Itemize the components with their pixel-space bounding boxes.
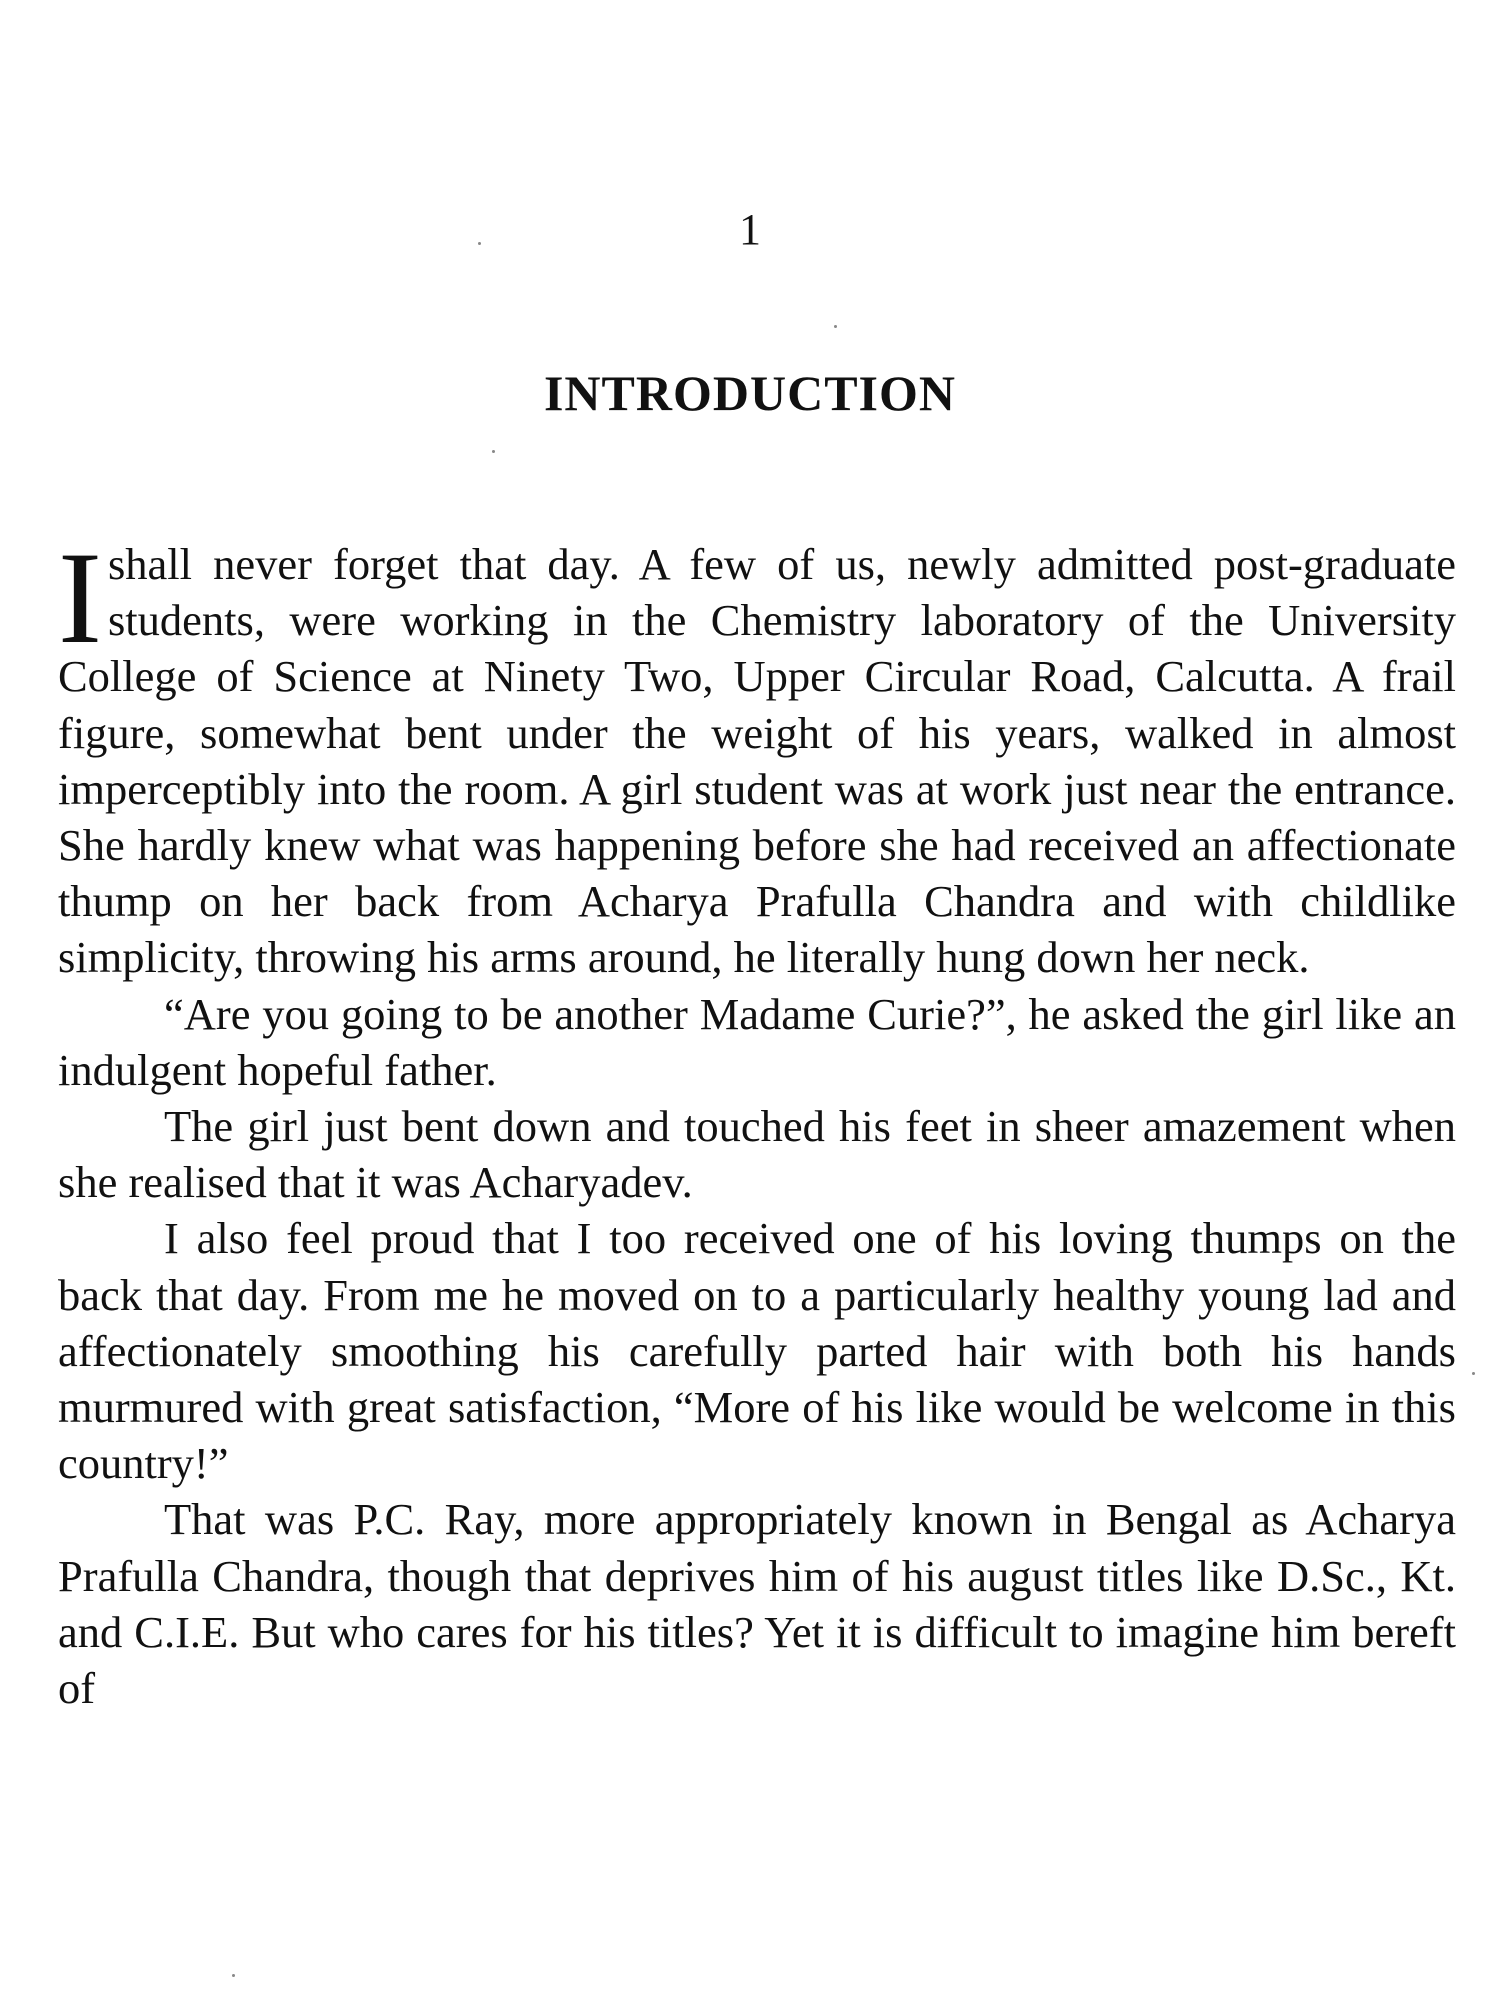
chapter-body bbox=[58, 524, 1456, 1716]
chapter-number: 1 bbox=[739, 205, 761, 254]
drop-cap: I bbox=[58, 524, 102, 671]
scan-speck bbox=[834, 325, 837, 328]
paragraph-3: The girl just bent down and touched his feet in sheer amazement when she realised that it was Acharyadev. bbox=[58, 1101, 1456, 1208]
chapter-title: INTRODUCTION bbox=[543, 365, 957, 421]
paragraph-1-text: shall never forget that day. A few of us, newly admitted post-graduate students, were working in the Chemistry laboratory of the University College of Science at Ninety Two, Upper Circular Road, Calcutta. A frail figure, somewhat bent under the weight of his years, walked in almost imperceptibly into the room. A girl student was at work just near the entrance. She hardly knew what was happening before she had received an affectionate thump on her back from Acharya Prafulla Chandra and with childlike simplicity, throwing his arms around, he literally hung down her neck. bbox=[58, 539, 1456, 983]
paragraph-2: “Are you going to be another Madame Curie?”, he asked the girl like an indulgent hopeful father. bbox=[58, 988, 1456, 1095]
scan-speck bbox=[492, 450, 495, 453]
paragraph-1 bbox=[58, 524, 1456, 986]
paragraph-5: That was P.C. Ray, more appropriately known in Bengal as Acharya Prafulla Chandra, though that deprives him of his august titles like D.Sc., Kt. and C.I.E. But who cares for his titles? Yet it is difficult to imagine him bereft of bbox=[58, 1494, 1456, 1714]
scan-speck bbox=[232, 1974, 235, 1977]
paragraph-4: I also feel proud that I too received one of his loving thumps on the back that day. From me he moved on to a particularly healthy young lad and affectionately smoothing his carefully parted hair with both his hands murmured with great satisfaction, “More of his like would be welcome in this country!” bbox=[58, 1213, 1456, 1489]
scan-speck bbox=[1472, 1372, 1475, 1375]
scan-speck bbox=[478, 242, 481, 245]
